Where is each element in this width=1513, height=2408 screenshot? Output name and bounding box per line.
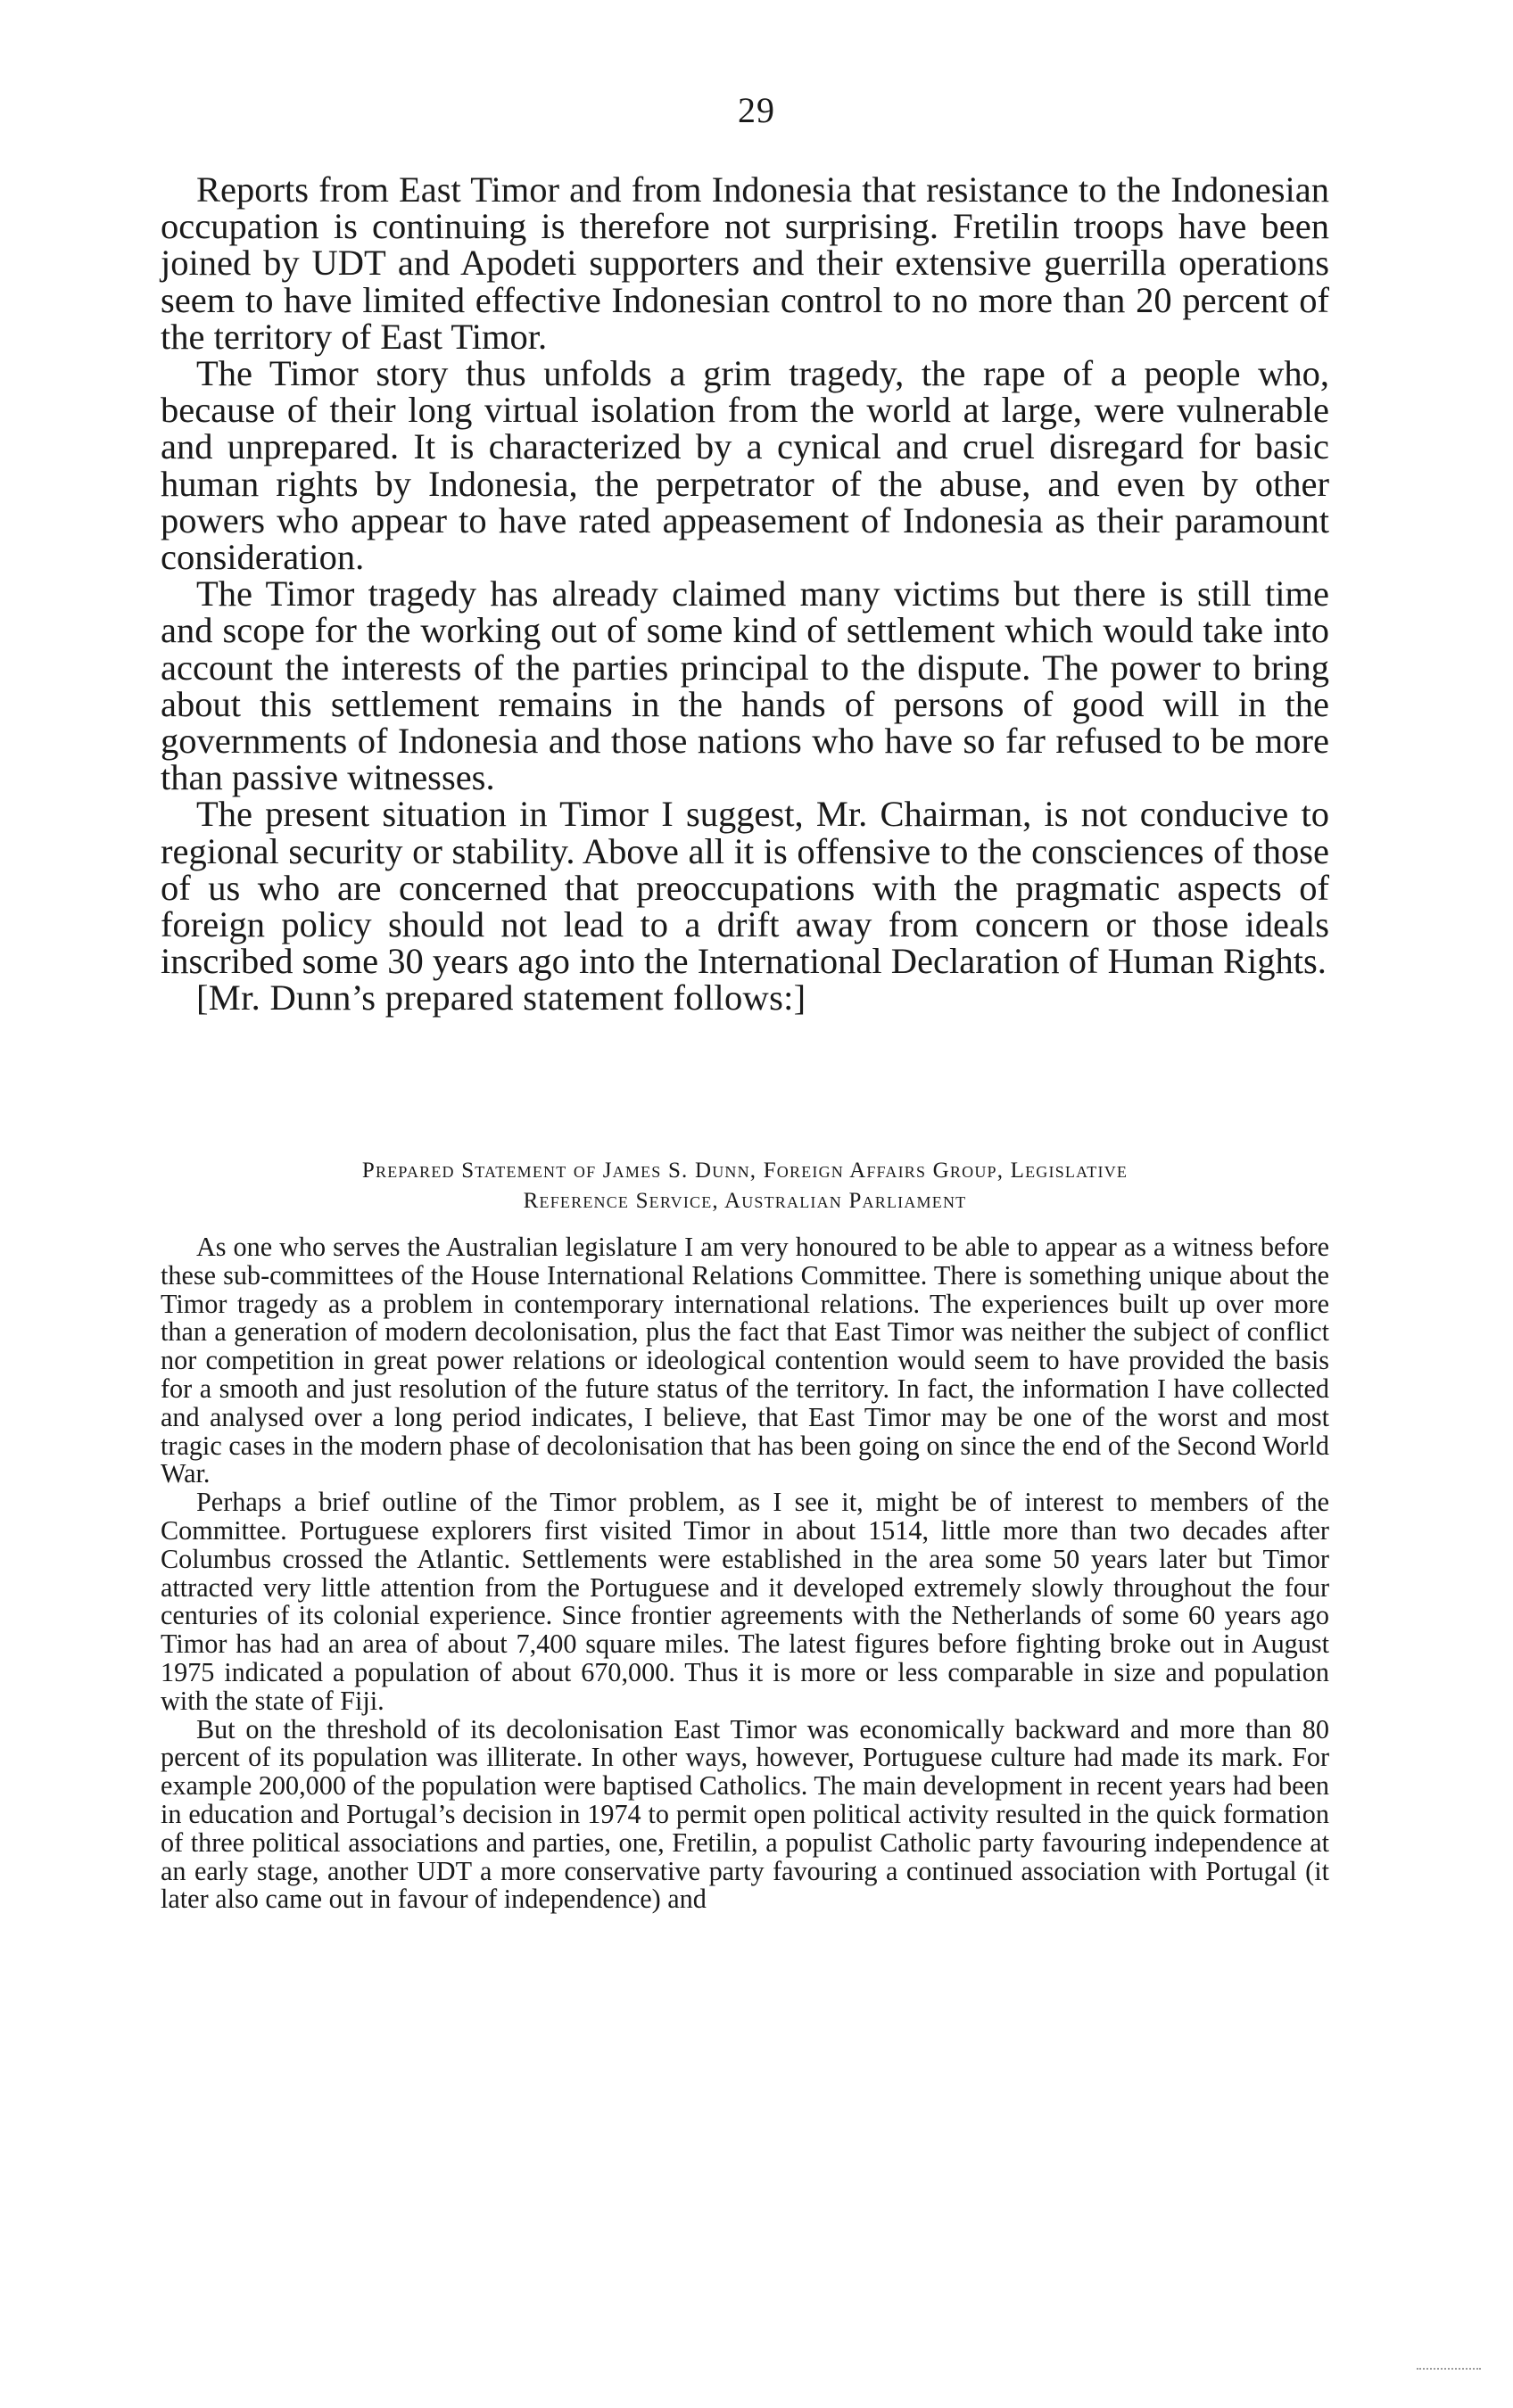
testimony-paragraph: The Timor story thus unfolds a grim tragedy, the rape of a people who, because of their long virtual isolation from the world at large, were vulnerable and unprepared. It is characterized by a cynical and cruel disregard for basic human rights by Indonesia, the perpetrator of the abuse, and even by other powers who appear to have rated appeasement of Indonesia as their paramount consideration. — [161, 353, 1329, 578]
statement-heading-line-1: Prepared Statement of James S. Dunn, Foreign Affairs Group, Legislative — [361, 1159, 1129, 1183]
statement-heading — [161, 1156, 1329, 1216]
testimony-paragraph: Reports from East Timor and from Indonesia that resistance to the Indonesian occupation is continuing is therefore not surprising. Fretilin troops have been joined by UDT and Apodeti supporters and their extensive guerrilla operations seem to have limited effective Indonesian control to no more than 20 percent of the territory of East Timor. — [161, 169, 1329, 357]
statement-paragraph: But on the threshold of its decolonisation East Timor was economically backward and more than 80 percent of its population was illiterate. In other ways, however, Portuguese culture had made its mark. For example 200,000 of the population were baptised Catholics. The main development in recent years had been in education and Portugal’s decision in 1974 to permit open political activity resulted in the quick formation of three political associations and parties, one, Fretilin, a populist Catholic party favouring independence at an early stage, another UDT a more conservative party favouring a continued association with Portugal (it later also came out in favour of independence) and — [161, 1713, 1329, 1915]
statement-paragraph: Perhaps a brief outline of the Timor problem, as I see it, might be of interest to members of the Committee. Portuguese explorers first visited Timor in about 1514, little more than two decades after Columbus crossed the Atlantic. Settlements were established in the area some 50 years later but Timor attracted very little attention from the Portuguese and it developed extremely slowly throughout the four centuries of its colonial experience. Since frontier agreements with the Netherlands of some 60 years ago Timor has had an area of about 7,400 square miles. The latest figures before fighting broke out in August 1975 indicated a population of about 670,000. Thus it is more or less comparable in size and population with the state of Fiji. — [161, 1487, 1329, 1716]
page-number: 29 — [738, 90, 775, 130]
testimony-body — [161, 171, 1329, 1017]
testimony-paragraph: The present situation in Timor I suggest, Mr. Chairman, is not conducive to regional security or stability. Above all it is offensive to the consciences of those of us who are concerned that preoccupations with the pragmatic aspects of foreign policy should not lead to a drift away from concern or those ideals inscribed some 30 years ago into the International Declaration of Human Rights. — [161, 794, 1329, 982]
statement-heading-line-2: Reference Service, Australian Parliament — [523, 1189, 967, 1213]
prepared-statement-body — [161, 1233, 1329, 1914]
testimony-paragraph: The Timor tragedy has already claimed many victims but there is still time and scope for the working out of some kind of settlement which would take into account the interests of the parties principal to the dispute. The power to bring about this settlement remains in the hands of persons of good will in the governments of Indonesia and those nations who have so far refused to be more than passive witnesses. — [161, 573, 1329, 798]
stage-direction: [Mr. Dunn’s prepared statement follows:] — [196, 977, 806, 1018]
footer-rule — [1417, 2368, 1481, 2371]
statement-paragraph: As one who serves the Australian legislature I am very honoured to be able to appear as a witness before these sub-committees of the House International Relations Committee. There is something unique about the Timor tragedy as a problem in contemporary international relations. The experiences built up over more than a generation of modern decolonisation, plus the fact that East Timor was neither the subject of conflict nor competition in great power relations or ideological contention would seem to have provided the basis for a smooth and just resolution of the future status of the territory. In fact, the information I have collected and analysed over a long period indicates, I believe, that East Timor may be one of the worst and most tragic cases in the modern phase of decolonisation that has been going on since the end of the Second World War. — [161, 1232, 1329, 1489]
